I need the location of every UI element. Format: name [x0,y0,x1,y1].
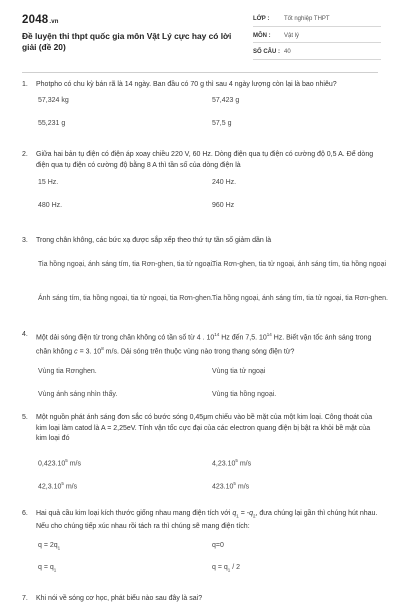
question-1: 1. Photpho có chu kỳ bán rã là 14 ngày. Ban đầu có 70 g thì sau 4 ngày lượng còn lại là bao nhiêu? 57,324 kg 57,423 g 55,231 g 57,5 g [22,80,378,148]
option-c[interactable]: Ánh sáng tím, tia hồng ngoại, tia tử ngoại, tia Rơn-ghen. [38,294,213,302]
question-3: 3. Trong chân không, các bức xạ được sắp xếp theo thứ tự tần số giảm dần là Tia hồng ngoại, ánh sáng tím, tia Rơn-ghen, tia tử ngoại. Tia Rơn-ghen, tia tử ngoại, ánh sáng tím, tia hồng ngoại Ánh sáng tím, tia hồng ngoại, tia tử ngoại, tia Rơn-ghen. Tia hồng ngoại, ánh sáng tím, tia tử ngoại, tia Rơn-ghen. [22,236,378,330]
site-logo[interactable]: 2048.vn [22,14,59,26]
page-title: Đề luyện thi thpt quốc gia môn Vật Lý cực hay có lời giải (đề 20) [22,31,232,52]
option-d[interactable]: Vùng tia hồng ngoại. [212,390,277,398]
option-a[interactable]: 57,324 kg [38,96,69,104]
question-4: 4. Một dải sóng điện từ trong chân không có tần số từ 4 . $10^{14}$ Hz đến 7,5. $10^{14}$ Hz. Biết vận tốc ánh sáng trong chân không c = 3. $10^8$ m/s. Dải sóng trên thuộc vùng nào trong thang sóng điện từ? Vùng tia Rơnghen. Vùng tia tử ngoại Vùng ánh sáng nhìn thấy. Vùng tia hồng ngoại. [22,330,378,417]
option-c[interactable]: 55,231 g [38,119,66,127]
option-d[interactable]: 423.10$^5$ m/s [212,480,250,491]
option-b[interactable]: q=0 [212,541,224,549]
question-7: 7. Khi nói về sóng cơ học, phát biểu nào sau đây là sai? [22,594,378,605]
answer-options [38,538,378,584]
option-a[interactable]: $q = 2q_1$ [38,541,61,550]
question-stem: Hai quả cầu kim loại kích thước giống nhau mang điện tích với $q_1 = -q_2$, đưa chúng lại gần thì chúng hút nhau. Nếu cho chúng tiếp xúc nhau rồi tách ra thì chúng sẽ mang điện tích: [36,510,378,530]
option-d[interactable]: 57,5 g [212,119,232,127]
option-a[interactable]: Tia hồng ngoại, ánh sáng tím, tia Rơn-ghen, tia tử ngoại. [38,260,214,268]
option-c[interactable]: Vùng ánh sáng nhìn thấy. [38,390,118,398]
option-a[interactable]: 0,423.10$^5$ m/s [38,457,81,468]
meta-info [253,13,381,63]
option-d[interactable]: 960 Hz [212,202,235,210]
answer-options [38,363,378,417]
option-d[interactable]: Tia hồng ngoại, ánh sáng tím, tia tử ngoại, tia Rơn-ghen. [212,294,388,302]
option-b[interactable]: 57,423 g [212,96,240,104]
answer-options [38,252,388,330]
question-stem: Một dải sóng điện từ trong chân không có tần số từ 4 . $10^{14}$ Hz đến 7,5. $10^{14}$ Hz. Biết vận tốc ánh sáng trong chân không c = 3. $10^8$ m/s. Dải sóng trên thuộc vùng nào trong thang sóng điện từ? [36,332,372,356]
question-stem: Một nguồn phát ánh sáng đơn sắc có bước sóng 0,45μm chiếu vào bề mặt của một kim loại. Công thoát của kim loại làm catod là A = 2,25eV. Tính vận tốc cực đại của các electron quang điện bị bật ra khỏi bề mặt của kim loại đó [36,414,373,443]
option-b[interactable]: Vùng tia tử ngoại [212,367,266,375]
meta-row-subject: MÔN : Vật lý [253,30,381,44]
option-a[interactable]: Vùng tia Rơnghen. [38,367,97,375]
answer-options [38,176,378,226]
option-b[interactable]: 240 Hz. [212,179,237,187]
answer-options [38,96,378,148]
option-b[interactable]: Tia Rơn-ghen, tia tử ngoại, ánh sáng tím, tia hồng ngoại [212,260,387,268]
option-d[interactable]: $q = q_1 / 2$ [212,563,241,572]
question-stem: Khi nói về sóng cơ học, phát biểu nào sau đây là sai? [36,595,203,602]
option-b[interactable]: 4,23.10$^5$ m/s [212,457,252,468]
question-5: 5. Một nguồn phát ánh sáng đơn sắc có bước sóng 0,45μm chiếu vào bề mặt của một kim loại. Công thoát của kim loại làm catod là A = 2,25eV. Tính vận tốc cực đại của các electron quang điện bị bật ra khỏi bề mặt của kim loại đó 0,423.10$^5$ m/s 4,23.10$^5$ m/s 42,3.10$^5$ m/s 423.10$^5$ m/s [22,413,378,500]
question-2: 2. Giữa hai bản tụ điện có điện áp xoay chiều 220 V, 60 Hz. Dòng điện qua tụ điện có cường độ 0,5 A. Để dòng điện qua tụ điện có cường độ bằng 8 A thì tần số của dòng điện là 15 Hz. 240 Hz. 480 Hz. 960 Hz [22,150,378,226]
meta-row-count: SỐ CÂU : 40 [253,46,381,60]
option-c[interactable]: 42,3.10$^5$ m/s [38,480,78,491]
option-c[interactable]: $q = q_1$ [38,563,57,572]
question-6: 6. Hai quả cầu kim loại kích thước giống nhau mang điện tích với $q_1 = -q_2$, đưa chúng lại gần thì chúng hút nhau. Nếu cho chúng tiếp xúc nhau rồi tách ra thì chúng sẽ mang điện tích: $q = 2q_1$ q=0 $q = q_1$ $q = q_1 / 2$ [22,509,378,584]
answer-options [38,450,378,500]
option-a[interactable]: 15 Hz. [38,179,59,187]
header [0,0,400,78]
option-c[interactable]: 480 Hz. [38,202,63,210]
question-stem: Giữa hai bản tụ điện có điện áp xoay chiều 220 V, 60 Hz. Dòng điện qua tụ điện có cường độ 0,5 A. Để dòng điện qua tụ điện có cường độ bằng 8 A thì tần số của dòng điện là [36,151,374,169]
header-divider [22,72,378,73]
meta-row-class: LỚP : Tốt nghiệp THPT [253,13,381,27]
question-stem: Trong chân không, các bức xạ được sắp xếp theo thứ tự tần số giảm dần là [36,237,272,244]
question-stem: Photpho có chu kỳ bán rã là 14 ngày. Ban đầu có 70 g thì sau 4 ngày lượng còn lại là bao nhiêu? [36,81,337,88]
